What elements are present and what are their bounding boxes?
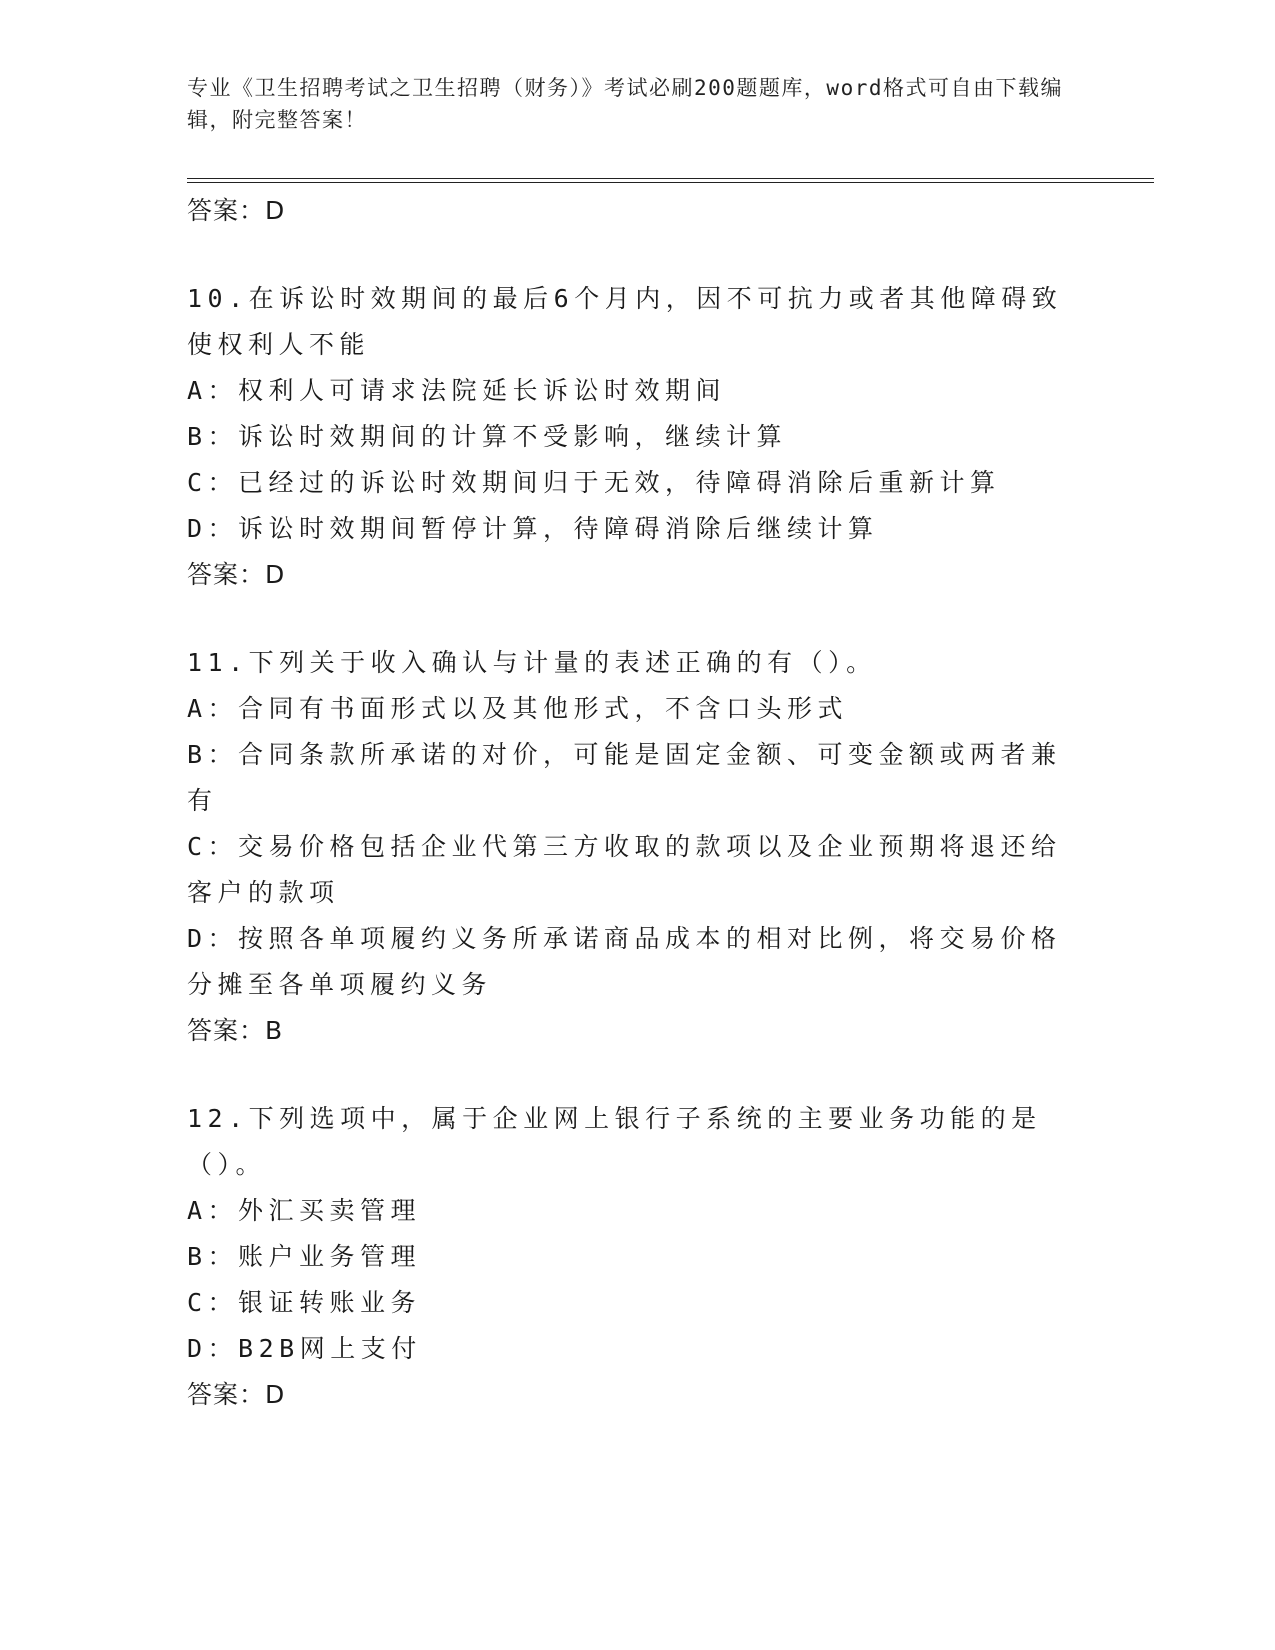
spacer: [187, 598, 1087, 640]
option-a: A：合同有书面形式以及其他形式，不含口头形式: [187, 694, 849, 723]
question-10: [187, 276, 1087, 598]
option-a: A：外汇买卖管理: [187, 1196, 422, 1225]
header-divider-thin: [187, 182, 1154, 183]
leading-answer: 答案：D: [187, 196, 286, 225]
question-answer: 答案：D: [187, 1380, 286, 1409]
header-text: 专业《卫生招聘考试之卫生招聘（财务）》考试必刷200题题库，word格式可自由下载编辑，附完整答案！: [187, 76, 1063, 132]
question-stem: 10.在诉讼时效期间的最后6个月内，因不可抗力或者其他障碍致使权利人不能: [187, 284, 1063, 359]
spacer: [187, 234, 1087, 276]
option-b: B：账户业务管理: [187, 1242, 422, 1271]
header-divider-thick: [187, 178, 1154, 179]
document-header: [187, 72, 1067, 136]
question-answer: 答案：D: [187, 560, 286, 589]
question-12: [187, 1096, 1087, 1418]
option-c: C：银证转账业务: [187, 1288, 422, 1317]
option-a: A：权利人可请求法院延长诉讼时效期间: [187, 376, 727, 405]
option-b: B：合同条款所承诺的对价，可能是固定金额、可变金额或两者兼有: [187, 740, 1062, 815]
question-stem: 11.下列关于收入确认与计量的表述正确的有（）。: [187, 648, 877, 677]
option-d: D：按照各单项履约义务所承诺商品成本的相对比例，将交易价格分摊至各单项履约义务: [187, 924, 1062, 999]
option-d: D：诉讼时效期间暂停计算，待障碍消除后继续计算: [187, 514, 879, 543]
option-b: B：诉讼时效期间的计算不受影响，继续计算: [187, 422, 788, 451]
option-d: D：B2B网上支付: [187, 1334, 422, 1363]
question-11: [187, 640, 1087, 1054]
question-answer: 答案：B: [187, 1016, 284, 1045]
option-c: C：已经过的诉讼时效期间归于无效，待障碍消除后重新计算: [187, 468, 1001, 497]
spacer: [187, 1054, 1087, 1096]
document-body: [187, 188, 1087, 1418]
question-stem: 12.下列选项中，属于企业网上银行子系统的主要业务功能的是（）。: [187, 1104, 1042, 1179]
option-c: C：交易价格包括企业代第三方收取的款项以及企业预期将退还给客户的款项: [187, 832, 1062, 907]
